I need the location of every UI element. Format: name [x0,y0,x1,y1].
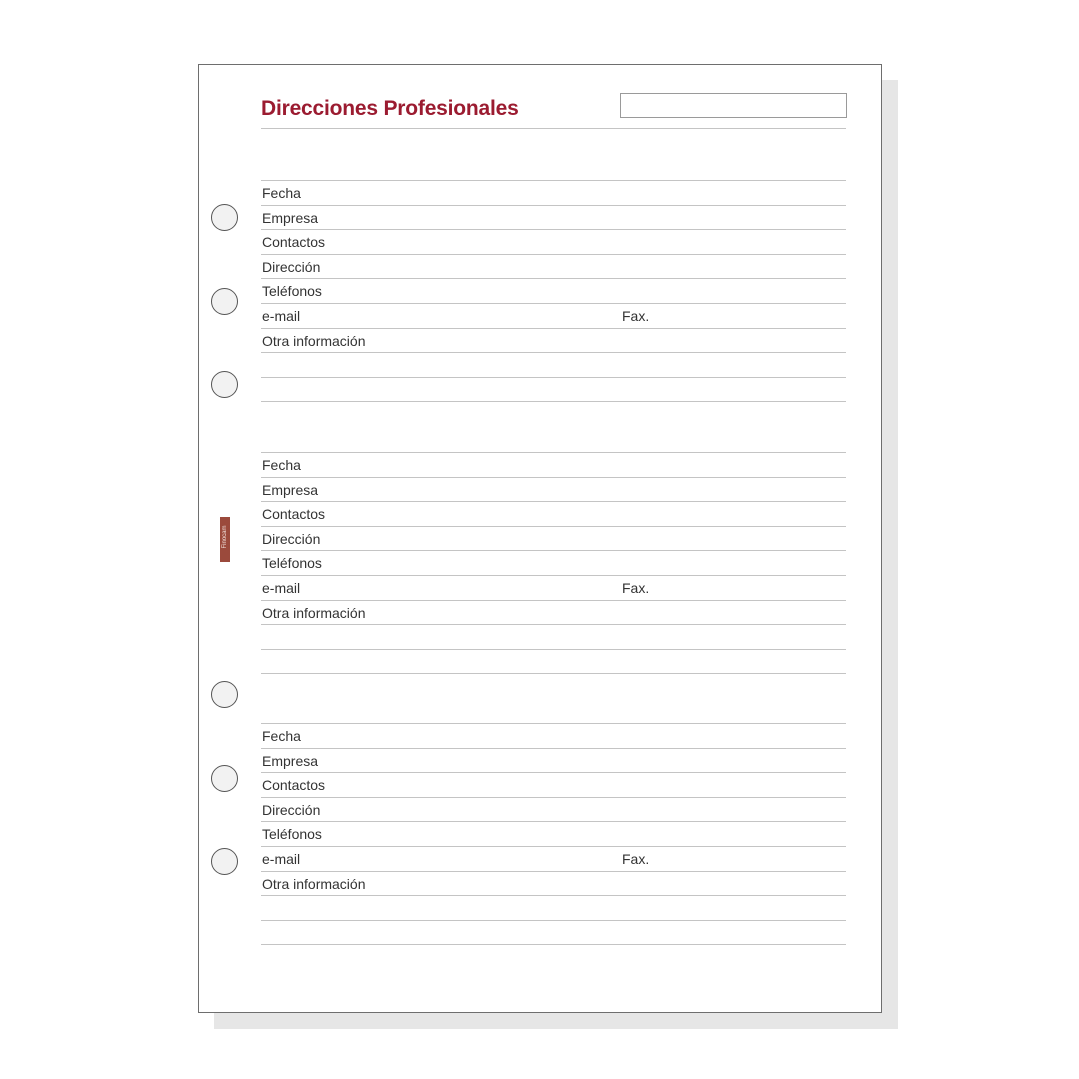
form-rule [261,377,846,378]
field-label: Otra información [262,875,366,892]
fax-label: Fax. [622,851,650,867]
title-input-box[interactable] [620,93,847,118]
binder-hole-icon [211,371,238,398]
form-rule [261,550,846,551]
binder-hole-icon [211,204,238,231]
form-rule [261,944,846,945]
form-rule [261,673,846,674]
binder-hole-icon [211,765,238,792]
field-label: Contactos [262,506,326,523]
binder-hole-icon [211,288,238,315]
binder-hole-icon [211,848,238,875]
form-rule [261,649,846,650]
form-rule [261,772,846,773]
form-rule [261,501,846,502]
form-rule [261,229,846,230]
field-label: Otra información [262,332,366,349]
form-rule [261,748,846,749]
field-label: e-mail [262,308,301,324]
planner-sheet [198,64,882,1013]
field-label: Otra información [262,604,366,621]
form-rule [261,895,846,896]
field-label: Dirección [262,258,321,275]
field-label: Teléfonos [262,555,322,572]
field-label: Contactos [262,234,326,251]
field-label: Empresa [262,752,319,769]
field-label: Empresa [262,209,319,226]
form-rule [261,723,846,724]
form-rule [261,797,846,798]
form-rule [261,526,846,527]
form-rule [261,624,846,625]
form-rule [261,846,846,847]
field-label: Contactos [262,777,326,794]
form-rule [261,452,846,453]
form-rule [261,352,846,353]
field-label: Fecha [262,457,301,473]
field-label: Dirección [262,801,321,818]
fax-label: Fax. [622,580,650,596]
form-rule [261,871,846,872]
form-rule [261,254,846,255]
binder-hole-icon [211,681,238,708]
brand-tag [220,517,230,562]
form-rule [261,205,846,206]
field-label: Dirección [262,530,321,547]
form-rule [261,575,846,576]
brand-logo: Finocam [222,525,228,549]
field-label: Teléfonos [262,826,322,843]
form-rule [261,278,846,279]
fax-label: Fax. [622,308,650,324]
form-rule [261,328,846,329]
form-rule [261,180,846,181]
form-rule [261,920,846,921]
field-label: Empresa [262,481,319,498]
field-label: Fecha [262,728,301,744]
form-rule [261,477,846,478]
field-label: Fecha [262,185,301,201]
form-rule [261,821,846,822]
form-rule [261,401,846,402]
title-rule [261,128,846,129]
field-label: e-mail [262,851,301,867]
form-rule [261,600,846,601]
field-label: Teléfonos [262,283,322,300]
page-title: Direcciones Profesionales [261,97,519,120]
field-label: e-mail [262,580,301,596]
form-rule [261,303,846,304]
